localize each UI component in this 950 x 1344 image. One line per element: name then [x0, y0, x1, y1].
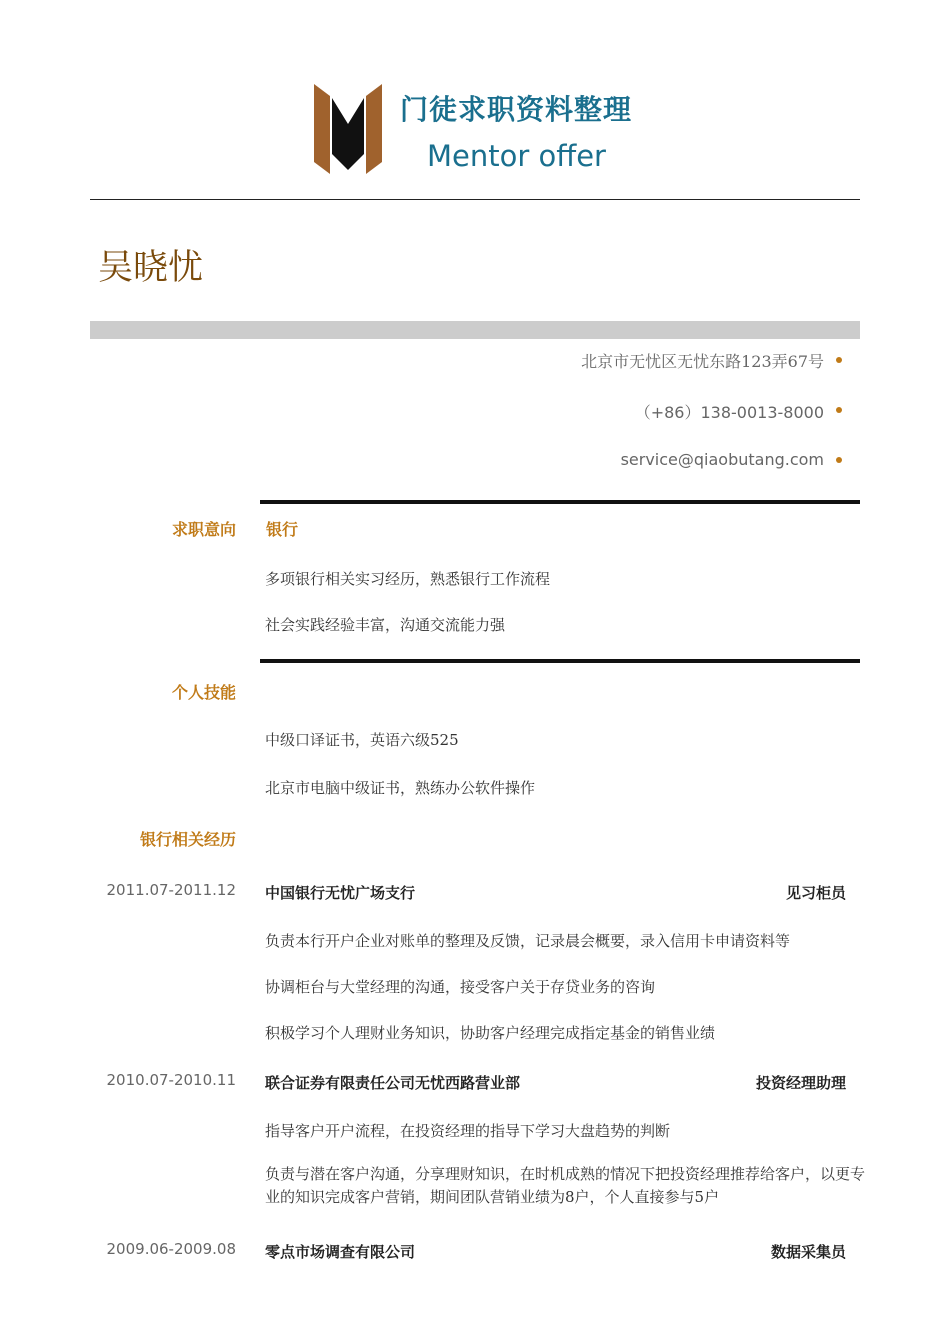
experience-org: 联合证券有限责任公司无忧西路营业部 — [265, 1074, 521, 1092]
intent-line: 社会实践经验丰富，沟通交流能力强 — [265, 616, 506, 634]
contact-address: 北京市无忧区无忧东路123弄67号 — [581, 352, 824, 371]
bullet-icon — [836, 357, 842, 363]
skill-line: 中级口译证书，英语六级525 — [265, 731, 459, 749]
experience-date: 2009.06-2009.08 — [106, 1240, 236, 1258]
skill-line: 北京市电脑中级证书，熟练办公软件操作 — [265, 779, 536, 797]
experience-line: 负责本行开户企业对账单的整理及反馈，记录晨会概要，录入信用卡申请资料等 — [265, 932, 791, 950]
intent-label: 求职意向 — [171, 520, 236, 539]
bullet-icon — [836, 457, 842, 463]
experience-line: 协调柜台与大堂经理的沟通，接受客户关于存贷业务的咨询 — [265, 978, 656, 996]
header-divider — [90, 199, 860, 200]
candidate-name: 吴晓忧 — [98, 248, 204, 288]
experience-line: 负责与潜在客户沟通，分享理财知识，在时机成熟的情况下把投资经理推荐给客户，以更专业的知识完成客户营销，期间团队营销业绩为8户，个人直接参与5户 — [265, 1165, 866, 1206]
brand-title-cn: 门徒求职资料整理 — [400, 93, 633, 126]
experience-label: 银行相关经历 — [139, 830, 236, 849]
brand-title-en: Mentor offer — [427, 139, 606, 173]
intent-value: 银行 — [266, 520, 299, 539]
experience-org: 零点市场调查有限公司 — [265, 1243, 416, 1261]
experience-org: 中国银行无忧广场支行 — [265, 884, 416, 902]
experience-role: 见习柜员 — [785, 884, 846, 902]
experience-date: 2010.07-2010.11 — [106, 1071, 236, 1089]
skills-label: 个人技能 — [171, 683, 236, 702]
section-divider — [260, 659, 860, 663]
experience-date: 2011.07-2011.12 — [106, 881, 236, 899]
section-divider — [260, 500, 860, 504]
experience-line: 积极学习个人理财业务知识，协助客户经理完成指定基金的销售业绩 — [265, 1024, 716, 1042]
experience-role: 投资经理助理 — [755, 1074, 846, 1092]
section-band — [90, 321, 860, 339]
experience-role: 数据采集员 — [770, 1243, 846, 1261]
intent-line: 多项银行相关实习经历，熟悉银行工作流程 — [265, 570, 551, 588]
contact-email: service@qiaobutang.com — [620, 450, 824, 469]
experience-line: 指导客户开户流程，在投资经理的指导下学习大盘趋势的判断 — [265, 1122, 671, 1140]
contact-phone: （+86）138-0013-8000 — [634, 403, 824, 422]
bullet-icon — [836, 407, 842, 413]
mentor-logo-icon — [314, 84, 382, 174]
